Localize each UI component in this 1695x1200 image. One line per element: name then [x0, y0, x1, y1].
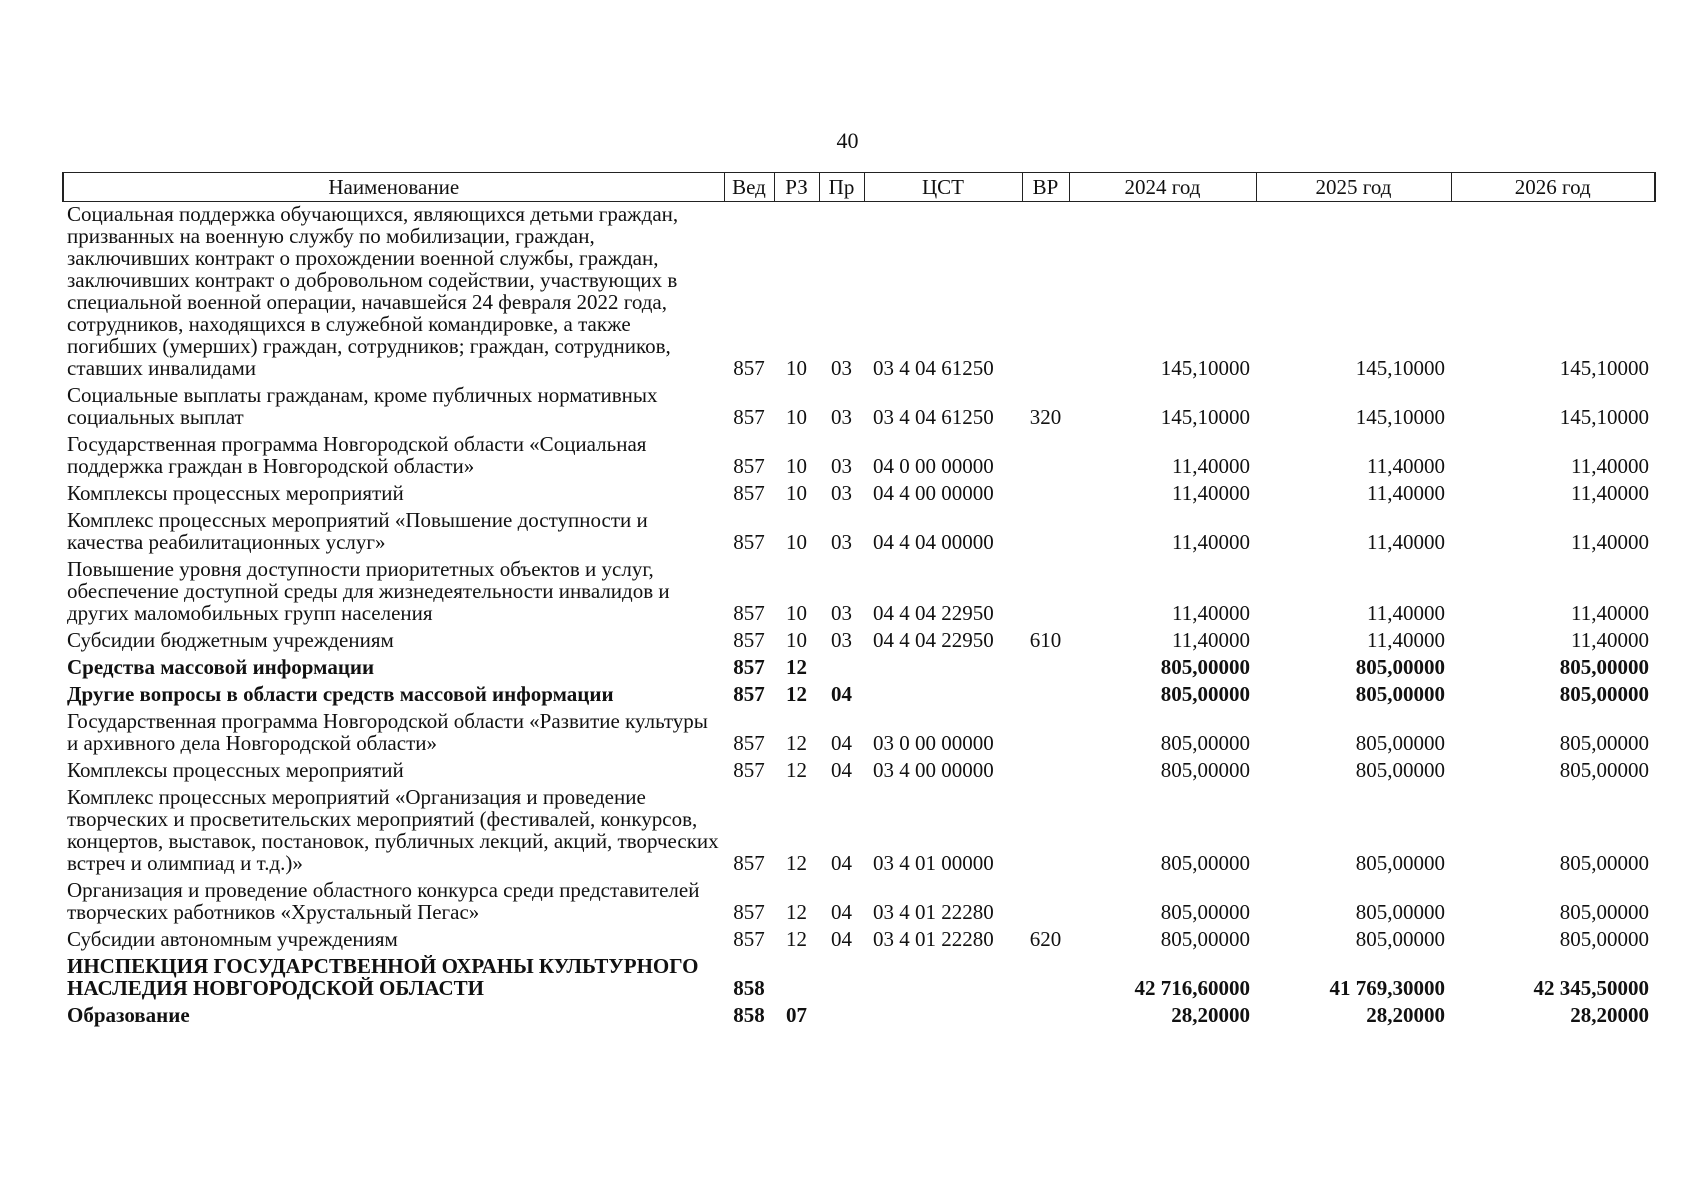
row-amount-2025: 11,40000 [1367, 601, 1445, 625]
row-amount-2026: 805,00000 [1559, 851, 1649, 875]
row-vr-cell [1022, 709, 1069, 758]
row-amount-2024: 805,00000 [1160, 900, 1250, 924]
table-row [63, 655, 1655, 682]
table-row [63, 758, 1655, 785]
table-row [63, 432, 1655, 481]
row-amount-2026: 42 345,50000 [1533, 976, 1649, 1000]
row-pr-cell: 04 [831, 682, 852, 706]
row-cst-cell: 04 0 00 00000 [873, 454, 994, 478]
row-amount-2024: 11,40000 [1172, 530, 1250, 554]
row-vr-cell [1022, 954, 1069, 1003]
row-name-cell: Комплекс процессных мероприятий «Повышение доступности и качества реабилитационных услуг» [67, 508, 648, 554]
row-cst-cell: 03 4 00 00000 [873, 758, 994, 782]
row-rz-cell: 10 [786, 601, 807, 625]
row-rz-cell: 07 [786, 1003, 807, 1027]
row-amount-2025: 11,40000 [1367, 530, 1445, 554]
row-rz-cell: 10 [786, 405, 807, 429]
row-rz-cell [774, 954, 819, 1003]
row-amount-2024: 28,20000 [1171, 1003, 1250, 1027]
row-vr-cell: 610 [1029, 628, 1062, 652]
row-amount-2026: 11,40000 [1571, 530, 1649, 554]
row-cst-cell: 03 4 01 22280 [873, 900, 994, 924]
row-amount-2026: 805,00000 [1559, 900, 1649, 924]
row-cst-cell: 03 4 01 00000 [873, 851, 994, 875]
row-cst-cell: 04 4 04 22950 [873, 601, 994, 625]
row-ved-cell: 857 [733, 481, 765, 505]
row-pr-cell [819, 1003, 864, 1030]
table-body [63, 202, 1655, 1031]
row-cst-cell [864, 954, 1022, 1003]
row-pr-cell: 03 [831, 481, 852, 505]
row-amount-2026: 805,00000 [1559, 731, 1649, 755]
table-row [63, 508, 1655, 557]
row-amount-2025: 805,00000 [1355, 682, 1445, 706]
row-vr-cell [1022, 481, 1069, 508]
row-amount-2026: 805,00000 [1559, 927, 1649, 951]
row-name-cell: Комплексы процессных мероприятий [67, 481, 404, 505]
row-amount-2025: 805,00000 [1355, 655, 1445, 679]
row-ved-cell: 858 [733, 976, 765, 1000]
row-rz-cell: 10 [786, 530, 807, 554]
row-amount-2025: 28,20000 [1366, 1003, 1445, 1027]
row-pr-cell [819, 655, 864, 682]
row-ved-cell: 857 [733, 851, 765, 875]
row-amount-2026: 805,00000 [1559, 758, 1649, 782]
row-amount-2024: 805,00000 [1160, 851, 1250, 875]
row-amount-2026: 145,10000 [1559, 356, 1649, 380]
row-cst-cell: 04 4 04 22950 [873, 628, 994, 652]
row-amount-2026: 11,40000 [1571, 481, 1649, 505]
table-row [63, 682, 1655, 709]
row-amount-2025: 145,10000 [1355, 405, 1445, 429]
row-name-cell: Другие вопросы в области средств массовой информации [67, 682, 614, 706]
table-row [63, 709, 1655, 758]
row-vr-cell [1022, 758, 1069, 785]
row-pr-cell [819, 954, 864, 1003]
row-amount-2024: 11,40000 [1172, 454, 1250, 478]
row-name-cell: Субсидии автономным учреждениям [67, 927, 398, 951]
row-amount-2024: 805,00000 [1160, 731, 1250, 755]
row-name-cell: Государственная программа Новгородской области «Социальная поддержка граждан в Новгородской области» [67, 432, 647, 478]
row-vr-cell [1022, 557, 1069, 628]
row-name-cell: Государственная программа Новгородской области «Развитие культуры и архивного дела Новгородской области» [67, 709, 708, 755]
row-pr-cell: 04 [831, 731, 852, 755]
row-rz-cell: 12 [786, 758, 807, 782]
row-rz-cell: 12 [786, 927, 807, 951]
row-amount-2025: 805,00000 [1355, 731, 1445, 755]
row-amount-2025: 11,40000 [1367, 628, 1445, 652]
row-name-cell: Социальная поддержка обучающихся, являющихся детьми граждан, призванных на военную службу по мобилизации, граждан, заключивших контракт о прохождении военной службы, граждан, заключивших контракт о добровольном содействии, участвующих в специальной военной операции, начавшейся 24 февраля 2022 года, сотрудников, находящихся в служебной командировке, а также погибших (умерших) граждан, сотрудников; граждан, сотрудников, ставших инвалидами [67, 202, 679, 380]
row-rz-cell: 10 [786, 356, 807, 380]
row-vr-cell: 320 [1029, 405, 1062, 429]
row-pr-cell: 03 [831, 530, 852, 554]
row-ved-cell: 857 [733, 655, 765, 679]
row-amount-2025: 11,40000 [1367, 481, 1445, 505]
table-row [63, 481, 1655, 508]
row-ved-cell: 857 [733, 454, 765, 478]
row-amount-2024: 805,00000 [1160, 758, 1250, 782]
table-row [63, 878, 1655, 927]
row-pr-cell: 03 [831, 405, 852, 429]
row-amount-2026: 11,40000 [1571, 601, 1649, 625]
row-pr-cell: 03 [831, 628, 852, 652]
table-header [63, 173, 1655, 202]
row-ved-cell: 857 [733, 356, 765, 380]
row-amount-2026: 28,20000 [1570, 1003, 1649, 1027]
table-row [63, 383, 1655, 432]
row-rz-cell: 12 [786, 655, 807, 679]
row-cst-cell: 03 0 00 00000 [873, 731, 994, 755]
row-vr-cell [1022, 432, 1069, 481]
row-amount-2024: 11,40000 [1172, 481, 1250, 505]
table-row [63, 1003, 1655, 1030]
row-pr-cell: 04 [831, 900, 852, 924]
page-number: 40 [836, 128, 859, 153]
row-amount-2026: 145,10000 [1559, 405, 1649, 429]
budget-table [62, 172, 1656, 1030]
column-header-vr: ВР [1022, 173, 1069, 202]
row-cst-cell: 03 4 04 61250 [873, 356, 994, 380]
row-vr-cell: 620 [1029, 927, 1062, 951]
row-cst-cell: 03 4 04 61250 [873, 405, 994, 429]
row-ved-cell: 857 [733, 682, 765, 706]
row-amount-2025: 41 769,30000 [1329, 976, 1445, 1000]
row-rz-cell: 12 [786, 900, 807, 924]
table-row [63, 927, 1655, 954]
row-name-cell: Социальные выплаты гражданам, кроме публичных нормативных социальных выплат [67, 383, 658, 429]
table-row [63, 785, 1655, 878]
row-rz-cell: 10 [786, 454, 807, 478]
row-amount-2025: 805,00000 [1355, 758, 1445, 782]
row-ved-cell: 857 [733, 927, 765, 951]
column-header-2026: 2026 год [1451, 173, 1655, 202]
row-rz-cell: 10 [786, 628, 807, 652]
row-name-cell: Организация и проведение областного конкурса среди представителей творческих работников «Хрустальный Пегас» [67, 878, 700, 924]
row-name-cell: Комплексы процессных мероприятий [67, 758, 404, 782]
row-pr-cell: 04 [831, 851, 852, 875]
row-name-cell: Комплекс процессных мероприятий «Организация и проведение творческих и просветительских мероприятий (фестивалей, конкурсов, концертов, выставок, постановок, публичных лекций, акций, творческих встреч и олимпиад и т.д.)» [67, 785, 719, 875]
row-name-cell: Субсидии бюджетным учреждениям [67, 628, 394, 652]
row-ved-cell: 857 [733, 731, 765, 755]
column-header-rz: РЗ [774, 173, 819, 202]
row-cst-cell: 04 4 04 00000 [873, 530, 994, 554]
row-amount-2026: 11,40000 [1571, 454, 1649, 478]
row-vr-cell [1022, 878, 1069, 927]
row-amount-2024: 11,40000 [1172, 601, 1250, 625]
row-amount-2026: 805,00000 [1559, 682, 1649, 706]
row-ved-cell: 857 [733, 900, 765, 924]
row-ved-cell: 857 [733, 601, 765, 625]
row-pr-cell: 03 [831, 601, 852, 625]
row-name-cell: Повышение уровня доступности приоритетных объектов и услуг, обеспечение доступной среды для жизнедеятельности инвалидов и других маломобильных групп населения [67, 557, 670, 625]
row-vr-cell [1022, 202, 1069, 384]
column-header-ved: Вед [724, 173, 774, 202]
row-cst-cell [864, 655, 1022, 682]
row-ved-cell: 857 [733, 530, 765, 554]
row-amount-2024: 805,00000 [1160, 682, 1250, 706]
row-name-cell: ИНСПЕКЦИЯ ГОСУДАРСТВЕННОЙ ОХРАНЫ КУЛЬТУРНОГО НАСЛЕДИЯ НОВГОРОДСКОЙ ОБЛАСТИ [67, 954, 699, 1000]
row-pr-cell: 03 [831, 454, 852, 478]
row-name-cell: Средства массовой информации [67, 655, 375, 679]
row-rz-cell: 12 [786, 731, 807, 755]
table-row [63, 557, 1655, 628]
row-rz-cell: 12 [786, 682, 807, 706]
row-ved-cell: 858 [733, 1003, 765, 1027]
column-header-pr: Пр [819, 173, 864, 202]
row-vr-cell [1022, 1003, 1069, 1030]
column-header-name: Наименование [63, 173, 724, 202]
row-cst-cell [864, 1003, 1022, 1030]
row-amount-2025: 805,00000 [1355, 900, 1445, 924]
table-row [63, 628, 1655, 655]
row-amount-2024: 11,40000 [1172, 628, 1250, 652]
column-header-cst: ЦСТ [864, 173, 1022, 202]
table-row [63, 202, 1655, 384]
column-header-2025: 2025 год [1256, 173, 1451, 202]
row-amount-2024: 805,00000 [1160, 655, 1250, 679]
row-ved-cell: 857 [733, 758, 765, 782]
row-pr-cell: 03 [831, 356, 852, 380]
row-amount-2024: 145,10000 [1160, 356, 1250, 380]
row-pr-cell: 04 [831, 758, 852, 782]
row-amount-2025: 145,10000 [1355, 356, 1445, 380]
row-amount-2024: 805,00000 [1160, 927, 1250, 951]
row-amount-2026: 11,40000 [1571, 628, 1649, 652]
row-cst-cell: 03 4 01 22280 [873, 927, 994, 951]
row-rz-cell: 12 [786, 851, 807, 875]
row-amount-2025: 11,40000 [1367, 454, 1445, 478]
row-ved-cell: 857 [733, 405, 765, 429]
row-vr-cell [1022, 655, 1069, 682]
row-amount-2024: 42 716,60000 [1134, 976, 1250, 1000]
row-amount-2025: 805,00000 [1355, 851, 1445, 875]
table-row [63, 954, 1655, 1003]
row-cst-cell [864, 682, 1022, 709]
column-header-2024: 2024 год [1069, 173, 1256, 202]
row-amount-2025: 805,00000 [1355, 927, 1445, 951]
row-ved-cell: 857 [733, 628, 765, 652]
row-amount-2026: 805,00000 [1559, 655, 1649, 679]
row-pr-cell: 04 [831, 927, 852, 951]
row-amount-2024: 145,10000 [1160, 405, 1250, 429]
row-cst-cell: 04 4 00 00000 [873, 481, 994, 505]
row-vr-cell [1022, 785, 1069, 878]
row-name-cell: Образование [67, 1003, 190, 1027]
row-rz-cell: 10 [786, 481, 807, 505]
row-vr-cell [1022, 682, 1069, 709]
row-vr-cell [1022, 508, 1069, 557]
